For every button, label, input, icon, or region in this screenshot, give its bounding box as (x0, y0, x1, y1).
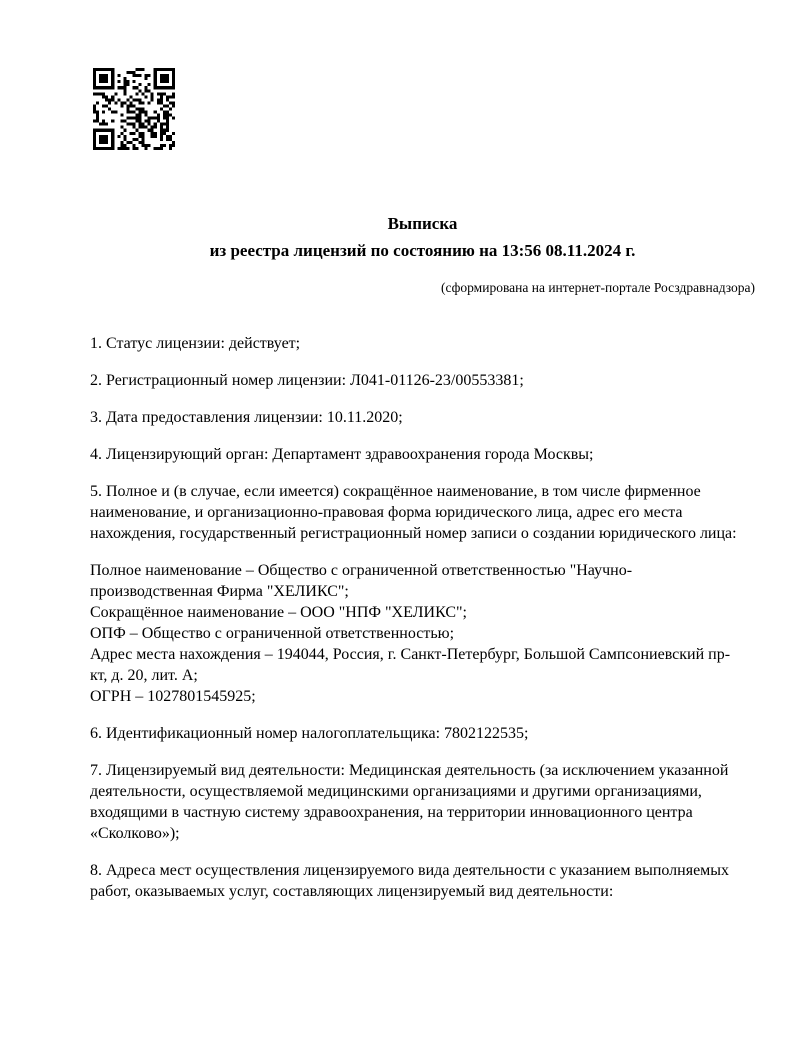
organization-address: Адрес места нахождения – 194044, Россия, г. Санкт-Петербург, Большой Сампсониевский пр-кт, д. 20, лит. А; (90, 646, 731, 684)
organization-short-name: Сокращённое наименование – ООО "НПФ "ХЕЛИКС"; (90, 604, 467, 621)
taxpayer-inn-item: 6. Идентификационный номер налогоплательщика: 7802122535; (90, 725, 529, 742)
licensed-activity-item: 7. Лицензируемый вид деятельности: Медицинская деятельность (за исключением указанной деятельности, осуществляемой медицинскими организациями и другими организациями, входящими в частную систему здравоохранения, на территории инновационного центра «Сколково»); (90, 762, 729, 842)
qr-code (93, 68, 175, 150)
licensing-authority-item: 4. Лицензирующий орган: Департамент здравоохранения города Москвы; (90, 446, 594, 463)
organization-details (90, 560, 742, 707)
activity-addresses-heading: 8. Адреса мест осуществления лицензируемого вида деятельности с указанием выполняемых работ, оказываемых услуг, составляющих лицензируемый вид деятельности: (90, 862, 730, 900)
document-body (90, 333, 742, 918)
document-title-line-2: из реестра лицензий по состоянию на 13:56 08.11.2024 г. (209, 241, 636, 260)
organization-ogrn: ОГРН – 1027801545925; (90, 688, 256, 705)
license-grant-date-item: 3. Дата предоставления лицензии: 10.11.2020; (90, 409, 403, 426)
license-status-item: 1. Статус лицензии: действует; (90, 335, 301, 352)
organization-names-heading: 5. Полное и (в случае, если имеется) сокращённое наименование, в том числе фирменное наименование, и организационно-правовая форма юридического лица, адрес его места нахождения, государственный регистрационный номер записи о создании юридического лица: (90, 483, 737, 542)
document-title-line-1: Выписка (387, 214, 458, 233)
document-subtitle: (сформирована на интернет-портале Росздравнадзора) (440, 280, 755, 295)
document-title (90, 210, 755, 264)
organization-opf: ОПФ – Общество с ограниченной ответственностью; (90, 625, 455, 642)
license-reg-number-item: 2. Регистрационный номер лицензии: Л041-01126-23/00553381; (90, 372, 524, 389)
organization-full-name: Полное наименование – Общество с ограниченной ответственностью "Научно-производственная Фирма "ХЕЛИКС"; (90, 562, 633, 600)
